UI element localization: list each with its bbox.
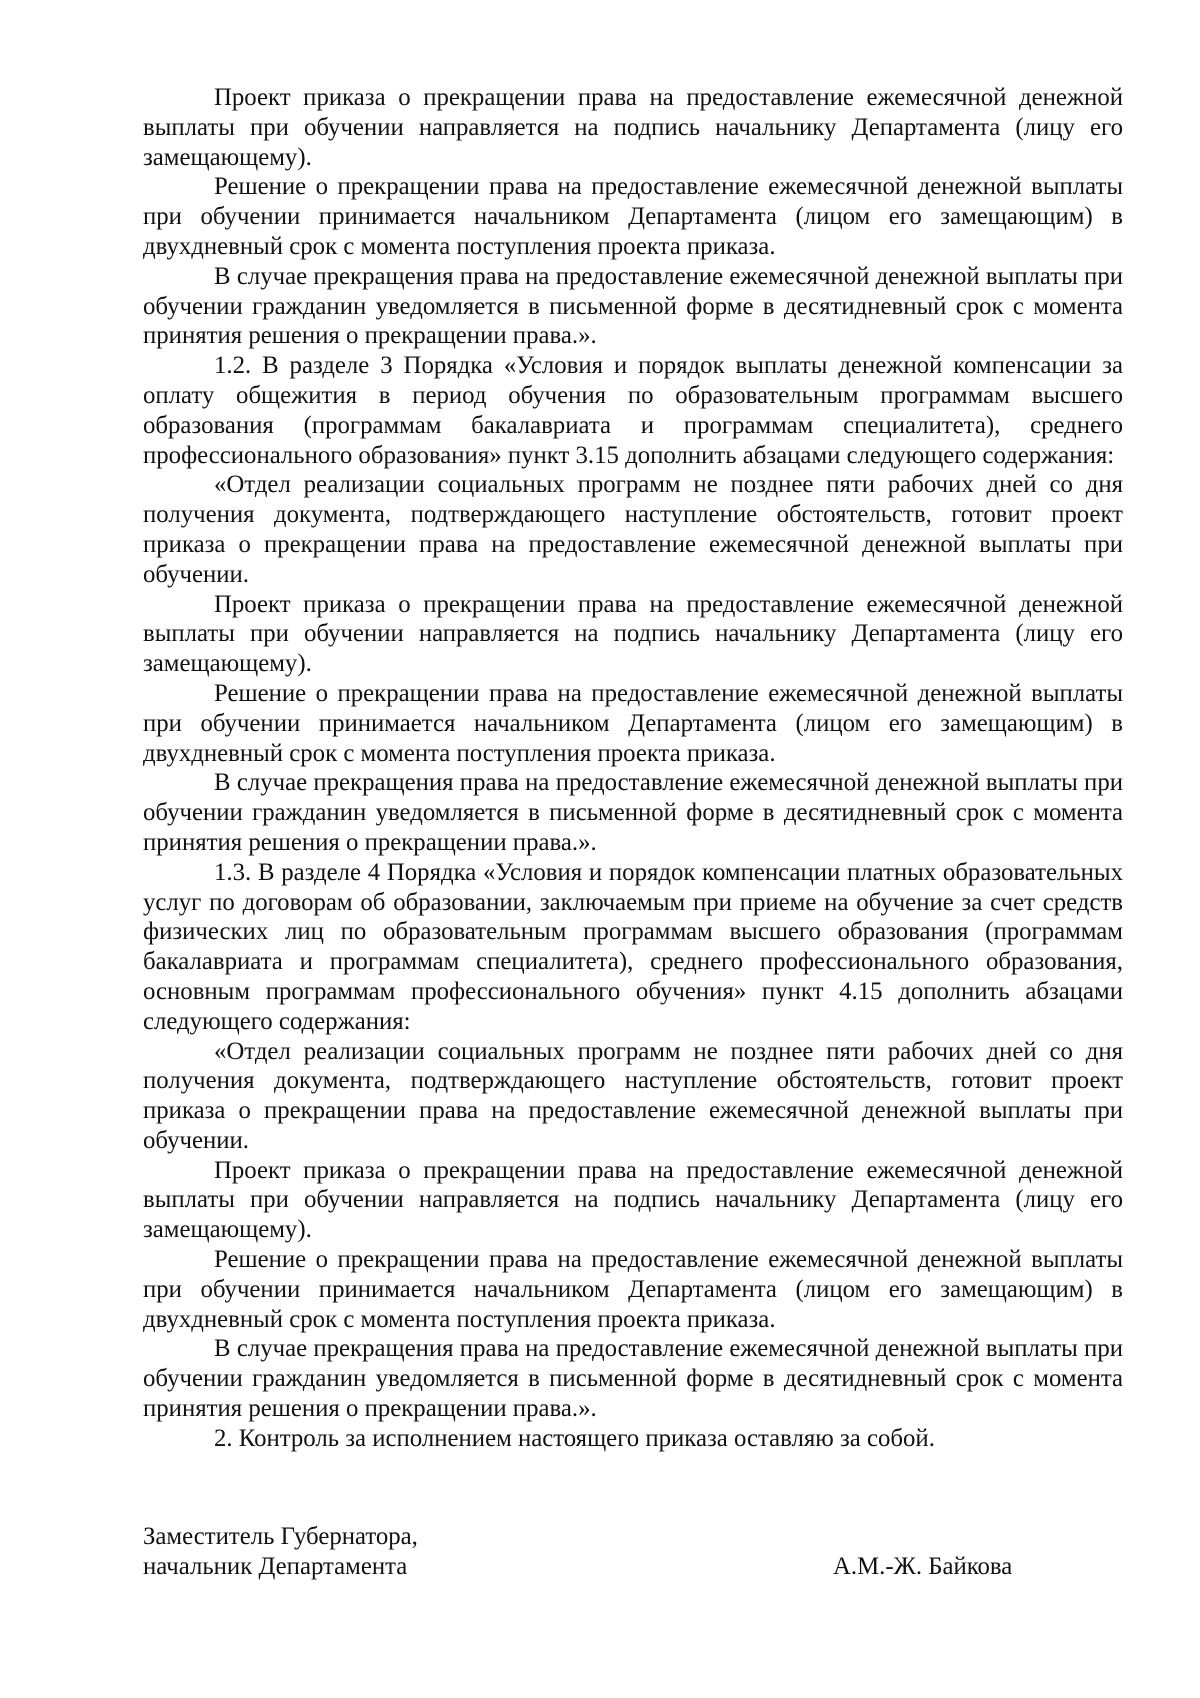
paragraph: «Отдел реализации социальных программ не позднее пяти рабочих дней со дня получения документа, подтверждающего наступление обстоятельств, готовит проект приказа о прекращении права на предоставление ежемесячной денежной выплаты при обучении. bbox=[143, 471, 1123, 588]
signatory-name: А.М.-Ж. Байкова bbox=[833, 1552, 1013, 1580]
paragraph: В случае прекращения права на предоставление ежемесячной денежной выплаты при обучении гражданин уведомляется в письменной форме в десятидневный срок с момента принятия решения о прекращении права.». bbox=[143, 769, 1123, 856]
paragraph: В случае прекращения права на предоставление ежемесячной денежной выплаты при обучении гражданин уведомляется в письменной форме в десятидневный срок с момента принятия решения о прекращении права.». bbox=[143, 1335, 1123, 1423]
paragraph: 2. Контроль за исполнением настоящего приказа оставляю за собой. bbox=[214, 1424, 935, 1452]
paragraph: Проект приказа о прекращении права на предоставление ежемесячной денежной выплаты при обучении направляется на подпись начальнику Департамента (лицу его замещающему). bbox=[143, 1156, 1123, 1244]
signature-row bbox=[143, 1552, 1043, 1582]
paragraph: В случае прекращения права на предоставление ежемесячной денежной выплаты при обучении гражданин уведомляется в письменной форме в десятидневный срок с момента принятия решения о прекращении права.». bbox=[143, 262, 1123, 350]
paragraph: Решение о прекращении права на предоставление ежемесячной денежной выплаты при обучении принимается начальником Департамента (лицом его замещающим) в двухдневный срок с момента поступления проекта приказа. bbox=[143, 173, 1123, 260]
paragraph: 1.2. В разделе 3 Порядка «Условия и порядок выплаты денежной компенсации за оплату общежития в период обучения по образовательным программам высшего образования (программам бакалавриата и программам специалитета), среднего профессионального образования» пункт 3.15 дополнить абзацами следующего содержания: bbox=[143, 352, 1123, 469]
paragraph: 1.3. В разделе 4 Порядка «Условия и порядок компенсации платных образовательных услуг по договорам об образовании, заключаемым при приеме на обучение за счет средств физических лиц по образовательным программам высшего образования (программам бакалавриата и программам специалитета), среднего профессионального образования, основным программам профессионального обучения» пункт 4.15 дополнить абзацами следующего содержания: bbox=[143, 858, 1123, 1035]
paragraph: «Отдел реализации социальных программ не позднее пяти рабочих дней со дня получения документа, подтверждающего наступление обстоятельств, готовит проект приказа о прекращении права на предоставление ежемесячной денежной выплаты при обучении. bbox=[143, 1037, 1123, 1154]
paragraph: Проект приказа о прекращении права на предоставление ежемесячной денежной выплаты при обучении направляется на подпись начальнику Департамента (лицу его замещающему). bbox=[143, 590, 1123, 678]
paragraph: Решение о прекращении права на предоставление ежемесячной денежной выплаты при обучении принимается начальником Департамента (лицом его замещающим) в двухдневный срок с момента поступления проекта приказа. bbox=[143, 1246, 1123, 1333]
signatory-title-line1: Заместитель Губернатора, bbox=[143, 1523, 418, 1550]
signature-block bbox=[143, 1522, 1043, 1582]
paragraph: Решение о прекращении права на предоставление ежемесячной денежной выплаты при обучении принимается начальником Департамента (лицом его замещающим) в двухдневный срок с момента поступления проекта приказа. bbox=[143, 679, 1123, 767]
document-body bbox=[143, 83, 1123, 1454]
paragraph: Проект приказа о прекращении права на предоставление ежемесячной денежной выплаты при обучении направляется на подпись начальнику Департамента (лицу его замещающему). bbox=[143, 84, 1123, 171]
signatory-title-line2: начальник Департамента bbox=[143, 1552, 408, 1580]
